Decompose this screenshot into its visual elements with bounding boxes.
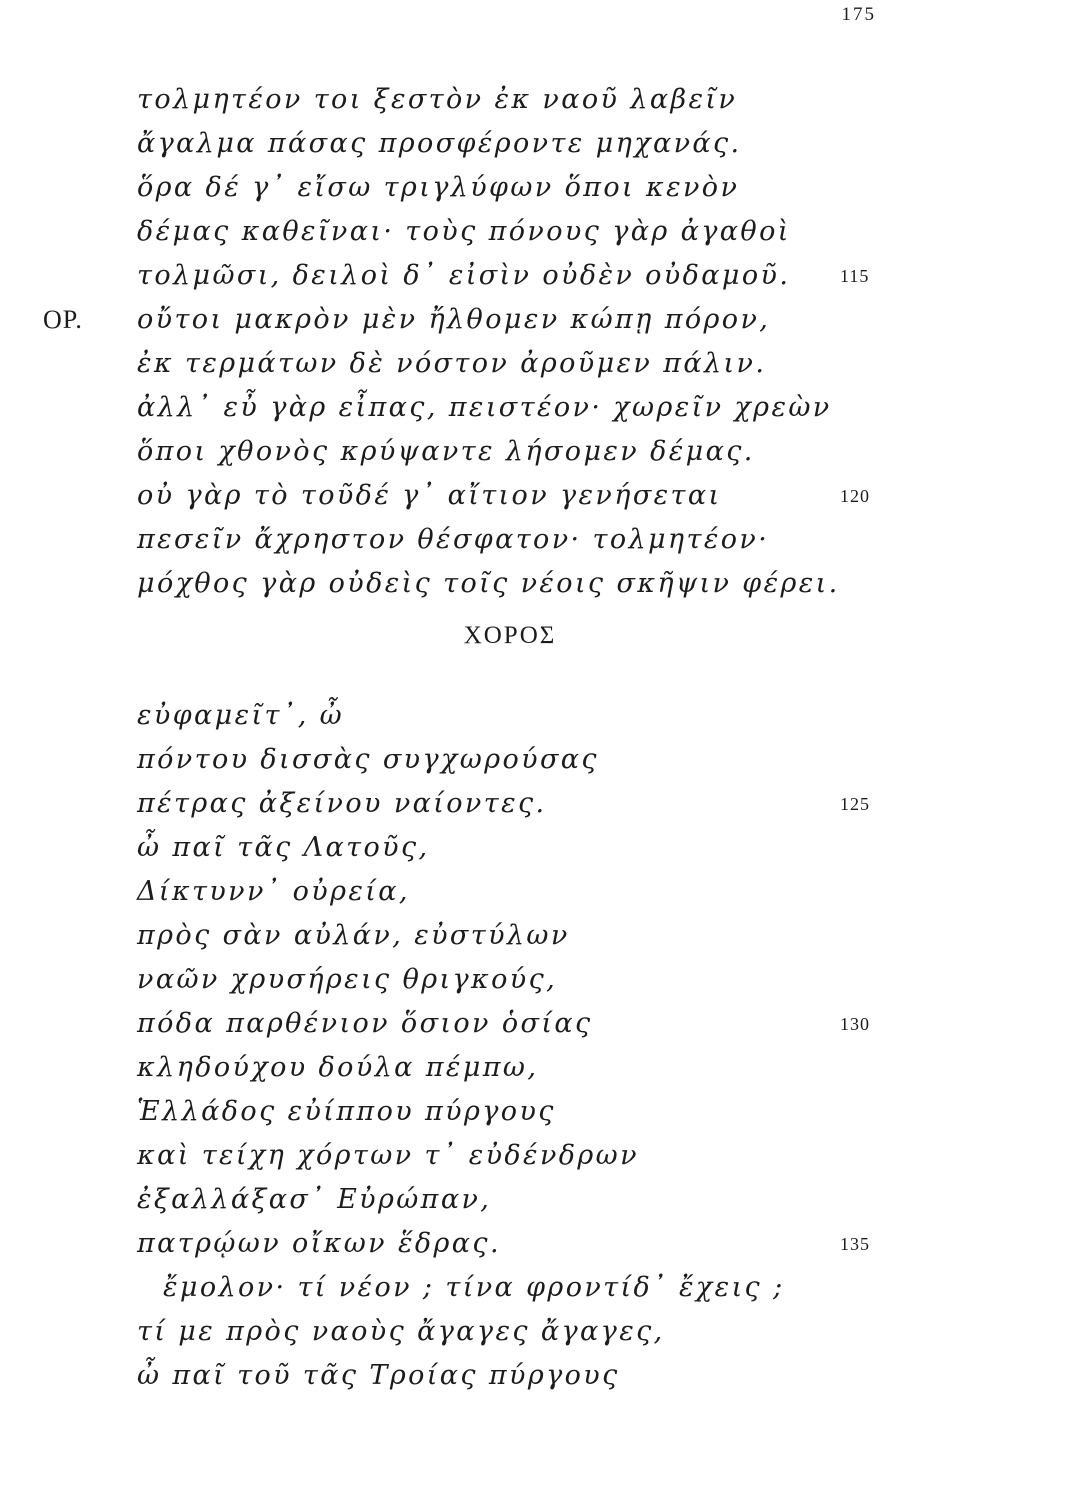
dialogue-block <box>0 78 1072 606</box>
verse-text: πόδα παρθένιον ὅσιον ὁσίας <box>137 1008 593 1039</box>
verse-text: τί με πρὸς ναοὺς ἄγαγες ἄγαγες, <box>137 1316 665 1347</box>
line-number: 125 <box>840 794 870 814</box>
line-number: 130 <box>840 1014 870 1034</box>
verse-line <box>0 1046 1072 1090</box>
verse-text: ἀλλ᾽ εὖ γὰρ εἶπας, πειστέον· χωρεῖν χρεὼν <box>137 392 832 423</box>
verse-text: πρὸς σὰν αὐλάν, εὐστύλων <box>137 920 570 951</box>
verse-text: ὅποι χθονὸς κρύψαντε λήσομεν δέμας. <box>137 436 755 467</box>
verse-line <box>0 430 1072 474</box>
page-number: 175 <box>841 4 876 25</box>
verse-text: τολμῶσι, δειλοὶ δ᾽ εἰσὶν οὐδὲν οὐδαμοῦ. <box>137 260 791 291</box>
verse-text: οὔτοι μακρὸν μὲν ἤλθομεν κώπῃ πόρον, <box>137 304 771 335</box>
speaker-label: ΟΡ. <box>43 305 83 334</box>
line-number: 135 <box>840 1234 870 1254</box>
verse-text: καὶ τείχη χόρτων τ᾽ εὐδένδρων <box>137 1140 639 1171</box>
line-number: 120 <box>840 486 870 506</box>
verse-text: οὐ γὰρ τὸ τοῦδέ γ᾽ αἴτιον γενήσεται <box>137 480 722 511</box>
verse-line <box>0 518 1072 562</box>
verse-line <box>0 738 1072 782</box>
verse-text: ὦ παῖ τοῦ τᾶς Τροίας πύργους <box>137 1360 620 1391</box>
verse-line <box>0 254 1072 298</box>
verse-line <box>0 958 1072 1002</box>
chorus-block <box>0 694 1072 1398</box>
verse-line <box>0 342 1072 386</box>
verse-text: δέμας καθεῖναι· τοὺς πόνους γὰρ ἀγαθοὶ <box>137 216 791 247</box>
verse-text: Ἑλλάδος εὐίππου πύργους <box>137 1096 556 1127</box>
verse-text: ναῶν χρυσήρεις θριγκούς, <box>137 964 558 995</box>
verse-text: πόντου δισσὰς συγχωρούσας <box>137 744 599 775</box>
verse-line <box>0 1310 1072 1354</box>
verse-line <box>0 122 1072 166</box>
verse-line <box>0 1354 1072 1398</box>
verse-line <box>0 694 1072 738</box>
verse-text: πεσεῖν ἄχρηστον θέσφατον· τολμητέον· <box>137 524 770 555</box>
verse-text: εὐφαμεῖτ᾽, ὦ <box>137 700 345 731</box>
verse-text: ὅρα δέ γ᾽ εἴσω τριγλύφων ὅποι κενὸν <box>137 172 740 203</box>
verse-line <box>0 1266 1072 1310</box>
verse-line <box>0 1134 1072 1178</box>
verse-line <box>0 782 1072 826</box>
verse-text: Δίκτυνν᾽ οὐρεία, <box>137 876 410 907</box>
verse-line <box>0 166 1072 210</box>
verse-text: ἐξαλλάξασ᾽ Εὐρώπαν, <box>137 1184 492 1215</box>
verse-text: πατρῴων οἴκων ἕδρας. <box>137 1228 501 1259</box>
verse-line <box>0 386 1072 430</box>
section-heading: ΧΟΡΟΣ <box>463 622 557 649</box>
verse-line <box>0 1002 1072 1046</box>
verse-line <box>0 298 1072 342</box>
verse-line <box>0 1090 1072 1134</box>
verse-line <box>0 562 1072 606</box>
verse-text: μόχθος γὰρ οὐδεὶς τοῖς νέοις σκῆψιν φέρει. <box>137 568 840 599</box>
verse-line <box>0 474 1072 518</box>
verse-text: ἄγαλμα πάσας προσφέροντε μηχανάς. <box>137 128 742 159</box>
verse-text: τολμητέον τοι ξεστὸν ἐκ ναοῦ λαβεῖν <box>137 84 738 115</box>
verse-line <box>0 826 1072 870</box>
verse-line <box>0 78 1072 122</box>
verse-line <box>0 1178 1072 1222</box>
verse-text: ὦ παῖ τᾶς Λατοῦς, <box>137 832 430 863</box>
verse-text: ἐκ τερμάτων δὲ νόστον ἀροῦμεν πάλιν. <box>137 348 767 379</box>
verse-text: κληδούχου δούλα πέμπω, <box>137 1052 539 1083</box>
verse-line <box>0 210 1072 254</box>
verse-line <box>0 914 1072 958</box>
verse-line <box>0 870 1072 914</box>
verse-text: πέτρας ἀξείνου ναίοντες. <box>137 788 547 819</box>
line-number: 115 <box>840 266 870 286</box>
verse-line <box>0 1222 1072 1266</box>
verse-text: ἔμολον· τί νέον ; τίνα φροντίδ᾽ ἔχεις ; <box>163 1272 785 1303</box>
